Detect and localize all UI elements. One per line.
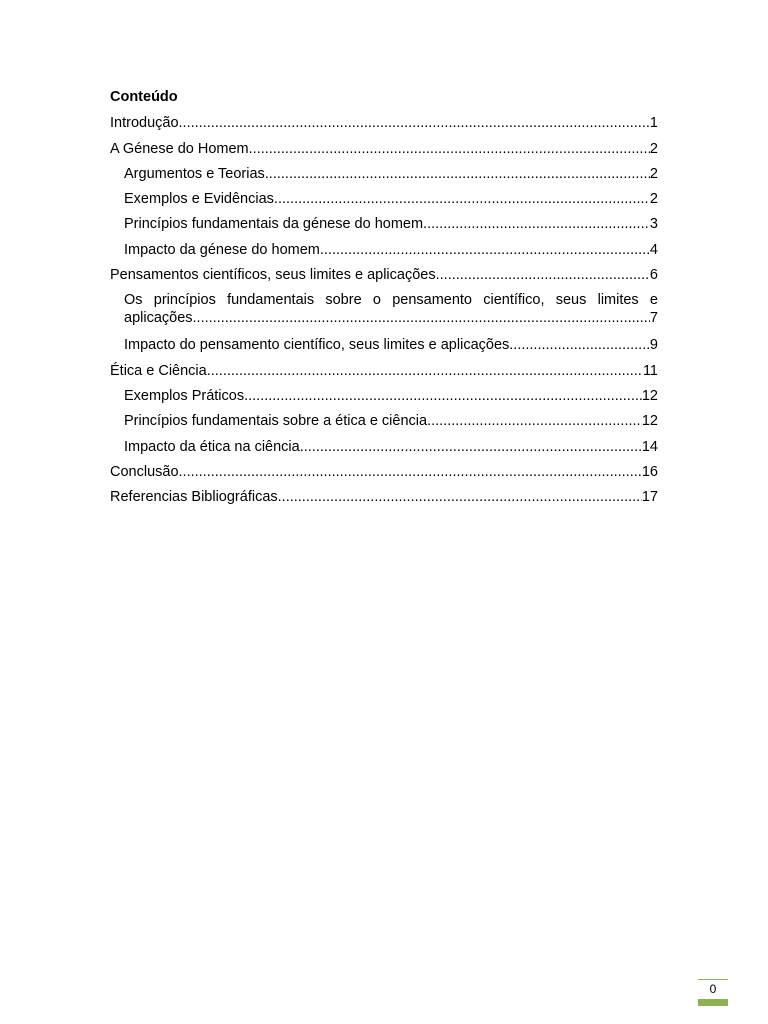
toc-entry-title: Princípios fundamentais sobre a ética e ciência [124, 413, 428, 430]
toc-entry-title: Pensamentos científicos, seus limites e aplicações [110, 267, 436, 284]
dot-leader [436, 266, 650, 284]
toc-entry-title: Referencias Bibliográficas [110, 489, 278, 506]
footer-rule [698, 979, 728, 980]
dot-leader [320, 241, 650, 259]
toc-entry-page: 12 [641, 387, 658, 404]
toc-entry-page: 12 [641, 413, 658, 430]
dot-leader [274, 190, 650, 208]
table-of-contents [110, 107, 658, 506]
toc-entry-page: 1 [649, 115, 658, 132]
toc-entry-page: 16 [641, 463, 658, 480]
footer-accent-bar [698, 999, 728, 1006]
toc-entry-page: 11 [642, 362, 658, 379]
toc-entry-title-line2: aplicações [124, 310, 193, 327]
dot-leader [244, 387, 642, 405]
dot-leader [193, 309, 650, 327]
toc-entry-page: 3 [649, 216, 658, 233]
toc-entry-title-line2-row [124, 309, 658, 327]
dot-leader [278, 488, 642, 506]
toc-entry-etica-ciencia[interactable] [110, 354, 658, 379]
toc-entry-genese-do-homem[interactable] [110, 132, 658, 157]
dot-leader [179, 114, 650, 132]
toc-entry-title: Impacto da génese do homem [124, 241, 320, 258]
toc-entry-page: 14 [641, 438, 658, 455]
dot-leader [300, 438, 642, 456]
toc-entry-page: 4 [649, 241, 658, 258]
toc-entry-title: A Génese do Homem [110, 140, 249, 157]
toc-entry-title: Conclusão [110, 463, 179, 480]
toc-entry-page: 9 [649, 337, 658, 354]
page-number: 0 [709, 982, 717, 996]
toc-entry-principios-etica[interactable] [110, 405, 658, 430]
toc-entry-page: 6 [649, 267, 658, 284]
toc-entry-title-line1: Os princípios fundamentais sobre o pensamento científico, seus limites e [124, 292, 658, 309]
dot-leader [423, 215, 650, 233]
toc-entry-impacto-pensamento[interactable] [110, 329, 658, 354]
toc-entry-title: Ética e Ciência [110, 362, 207, 379]
dot-leader [509, 336, 650, 354]
toc-entry-argumentos-teorias[interactable] [110, 158, 658, 183]
toc-entry-page: 17 [641, 489, 658, 506]
toc-entry-principios-pensamento[interactable] [110, 284, 658, 329]
toc-entry-title: Introdução [110, 115, 179, 132]
toc-entry-impacto-etica[interactable] [110, 430, 658, 455]
toc-entry-conclusao[interactable] [110, 456, 658, 481]
toc-entry-exemplos-praticos[interactable] [110, 380, 658, 405]
toc-entry-impacto-genese[interactable] [110, 233, 658, 258]
dot-leader [265, 165, 650, 183]
toc-entry-page: 2 [649, 165, 658, 182]
page-footer [698, 979, 728, 1006]
toc-entry-title: Impacto do pensamento científico, seus limites e aplicações [124, 337, 510, 354]
toc-entry-title: Princípios fundamentais da génese do homem [124, 216, 424, 233]
toc-entry-introducao[interactable] [110, 107, 658, 132]
dot-leader [427, 412, 642, 430]
dot-leader [249, 140, 650, 158]
toc-entry-exemplos-evidencias[interactable] [110, 183, 658, 208]
toc-entry-title: Exemplos Práticos [124, 387, 245, 404]
toc-entry-referencias[interactable] [110, 481, 658, 506]
toc-heading: Conteúdo [110, 89, 178, 105]
toc-entry-title: Exemplos e Evidências [124, 191, 274, 208]
toc-entry-page: 2 [649, 140, 658, 157]
toc-entry-title: Argumentos e Teorias [124, 165, 265, 182]
dot-leader [179, 463, 642, 481]
toc-entry-principios-genese[interactable] [110, 208, 658, 233]
toc-entry-page: 2 [649, 191, 658, 208]
dot-leader [207, 362, 643, 380]
toc-entry-page: 7 [649, 310, 658, 327]
toc-entry-pensamentos-cientificos[interactable] [110, 259, 658, 284]
toc-entry-title: Impacto da ética na ciência [124, 438, 300, 455]
